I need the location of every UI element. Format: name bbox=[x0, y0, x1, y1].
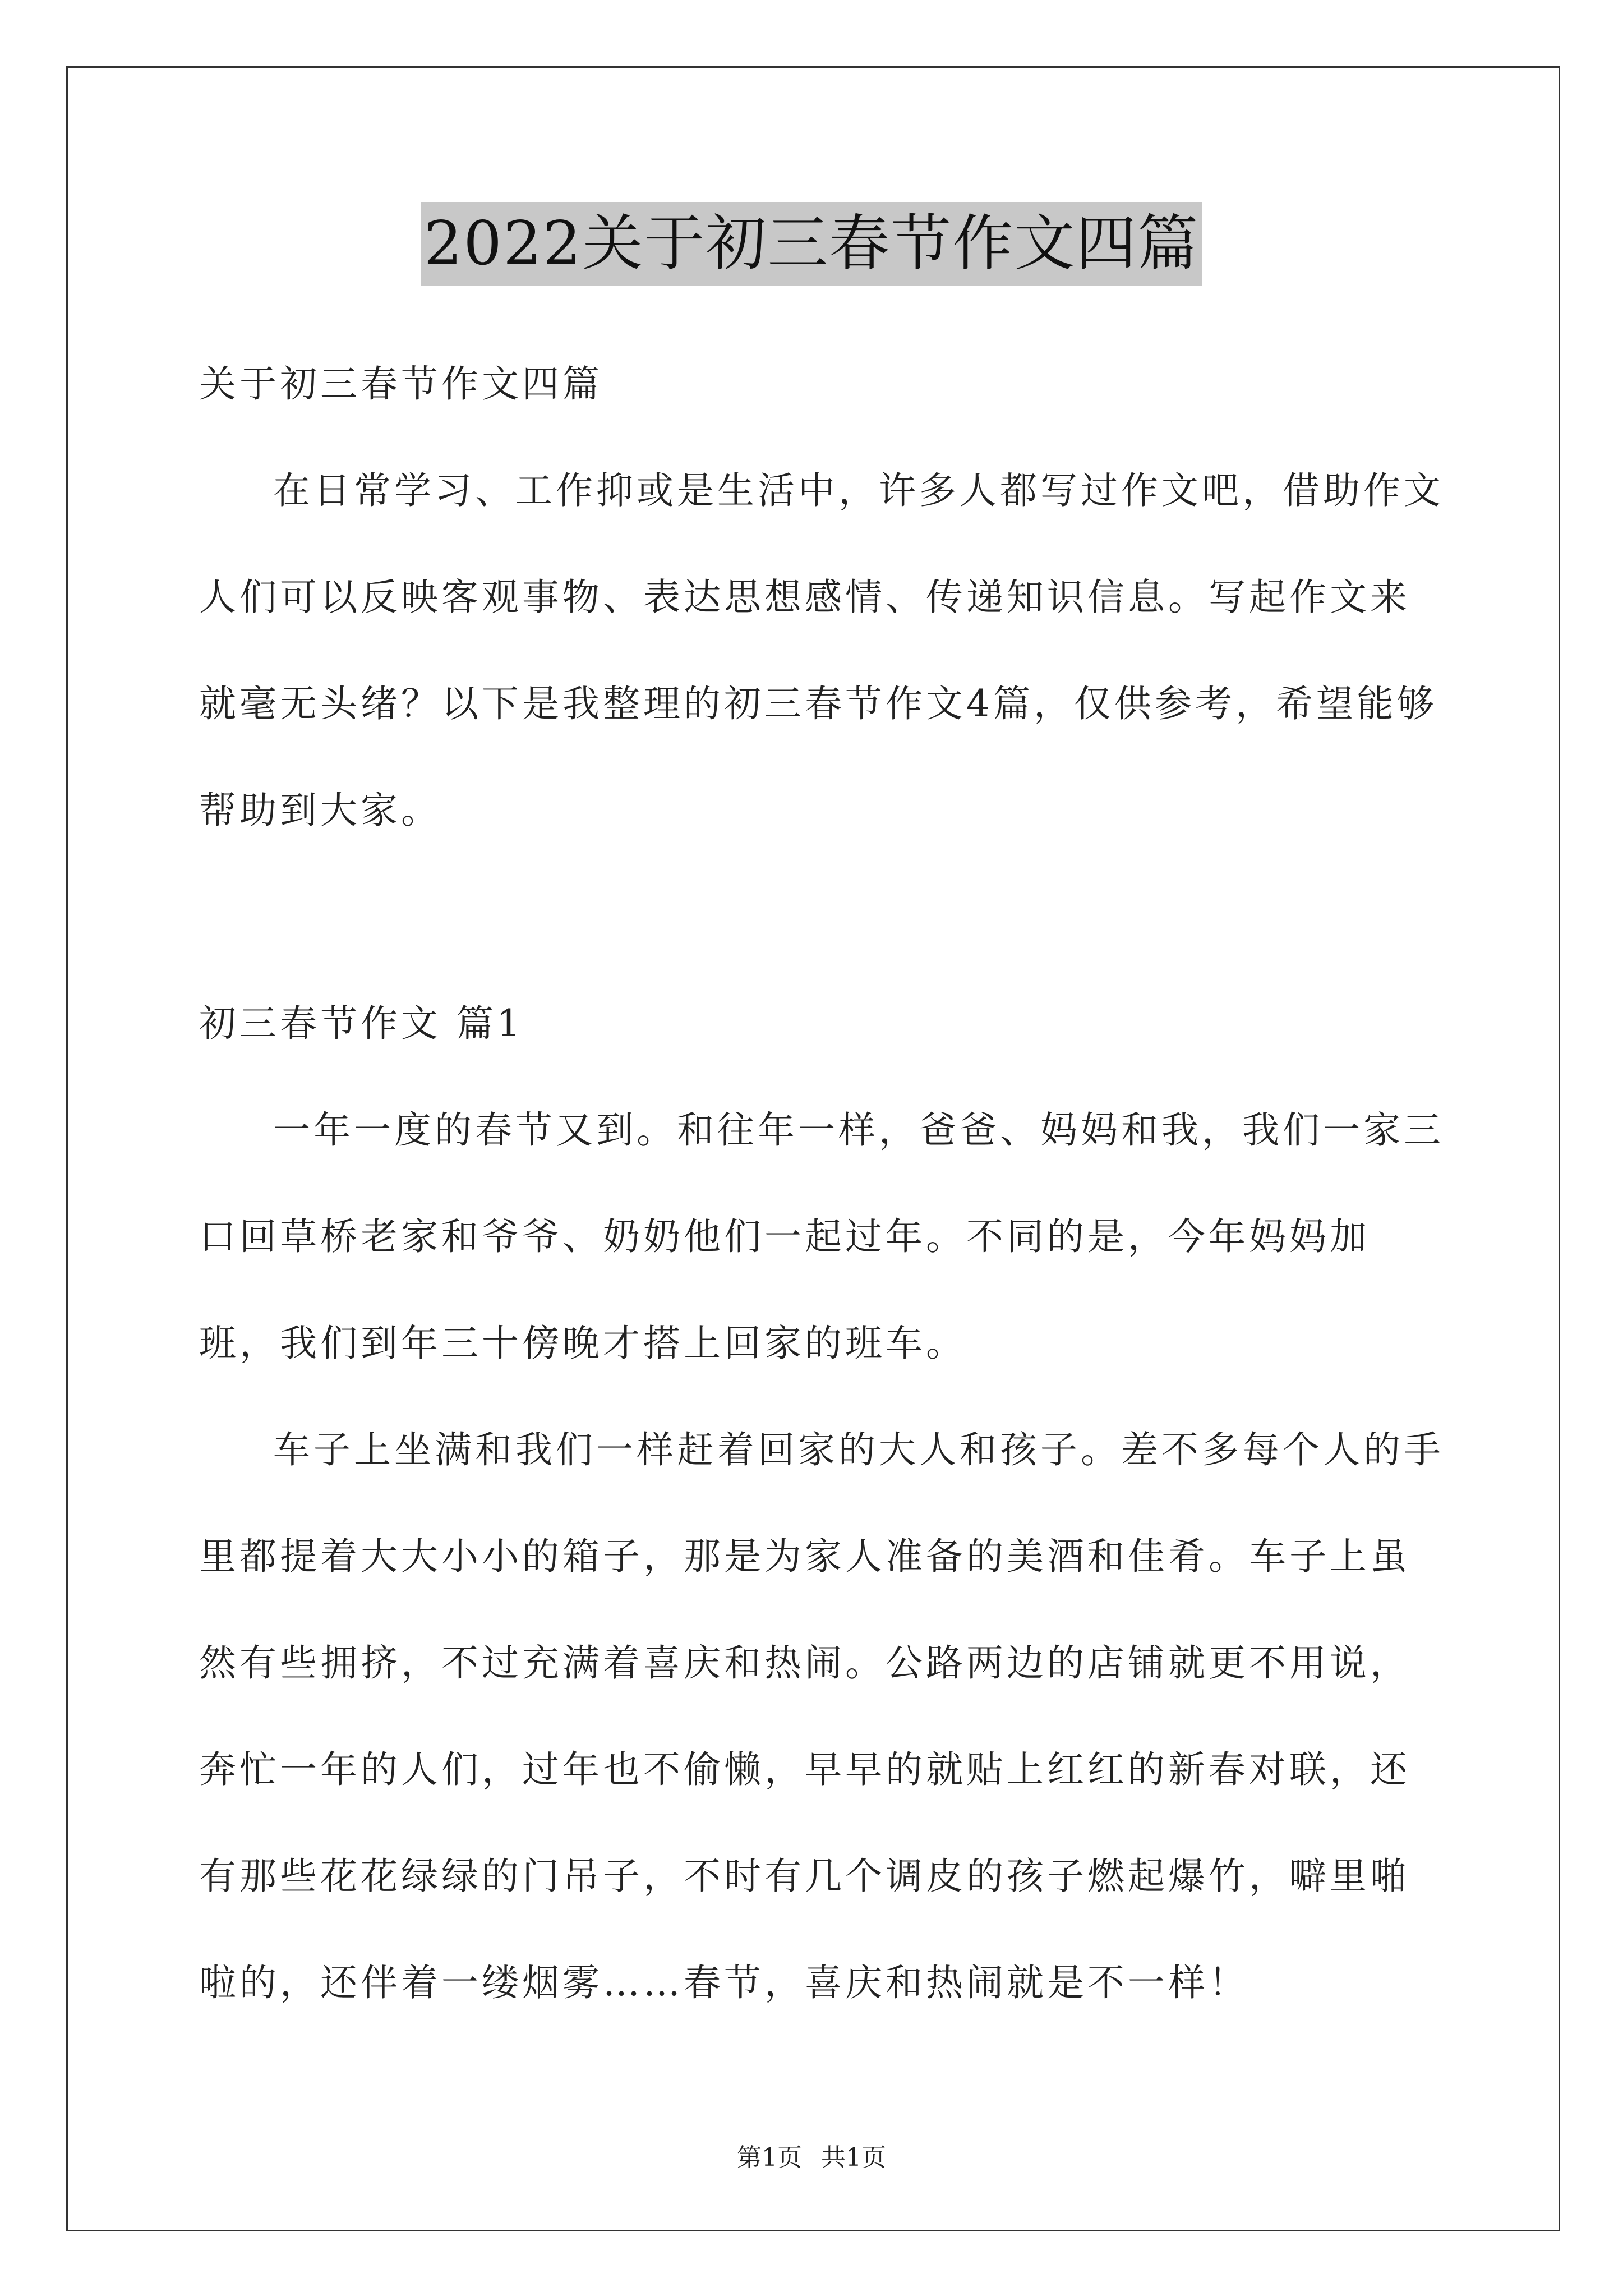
section1-paragraph: 一年一度的春节又到。和往年一样，爸爸、妈妈和我，我们一家三口回草桥老家和爷爷、奶奶他们一起过年。不同的是，今年妈妈加班，我们到年三十傍晚才搭上回家的班车。 bbox=[199, 1108, 1444, 1365]
section1-paragraph: 车子上坐满和我们一样赶着回家的大人和孩子。差不多每个人的手里都提着大大小小的箱子，那是为家人准备的美酒和佳肴。车子上虽然有些拥挤，不过充满着喜庆和热闹。公路两边的店铺就更不用说，奔忙一年的人们，过年也不偷懒，早早的就贴上红红的新春对联，还有那些花花绿绿的门吊子，不时有几个调皮的孩子燃起爆竹，噼里啪啦的，还伴着一缕烟雾……春节，喜庆和热闹就是不一样！ bbox=[199, 1428, 1444, 2004]
intro-paragraph: 在日常学习、工作抑或是生活中，许多人都写过作文吧，借助作文人们可以反映客观事物、表达思想感情、传递知识信息。写起作文来就毫无头绪？以下是我整理的初三春节作文4篇，仅供参考，希望能够帮助到大家。 bbox=[199, 469, 1444, 832]
page-footer bbox=[0, 2137, 1623, 2173]
document-body bbox=[199, 331, 1450, 2036]
intro-heading: 关于初三春节作文四篇 bbox=[199, 362, 603, 406]
section1-heading: 初三春节作文 篇1 bbox=[199, 1002, 524, 1045]
title-container bbox=[0, 202, 1623, 286]
section-spacer bbox=[199, 864, 1450, 970]
page-number: 第1页 bbox=[737, 2143, 802, 2172]
document-title: 2022关于初三春节作文四篇 bbox=[421, 202, 1203, 286]
page-total: 共1页 bbox=[821, 2143, 886, 2172]
